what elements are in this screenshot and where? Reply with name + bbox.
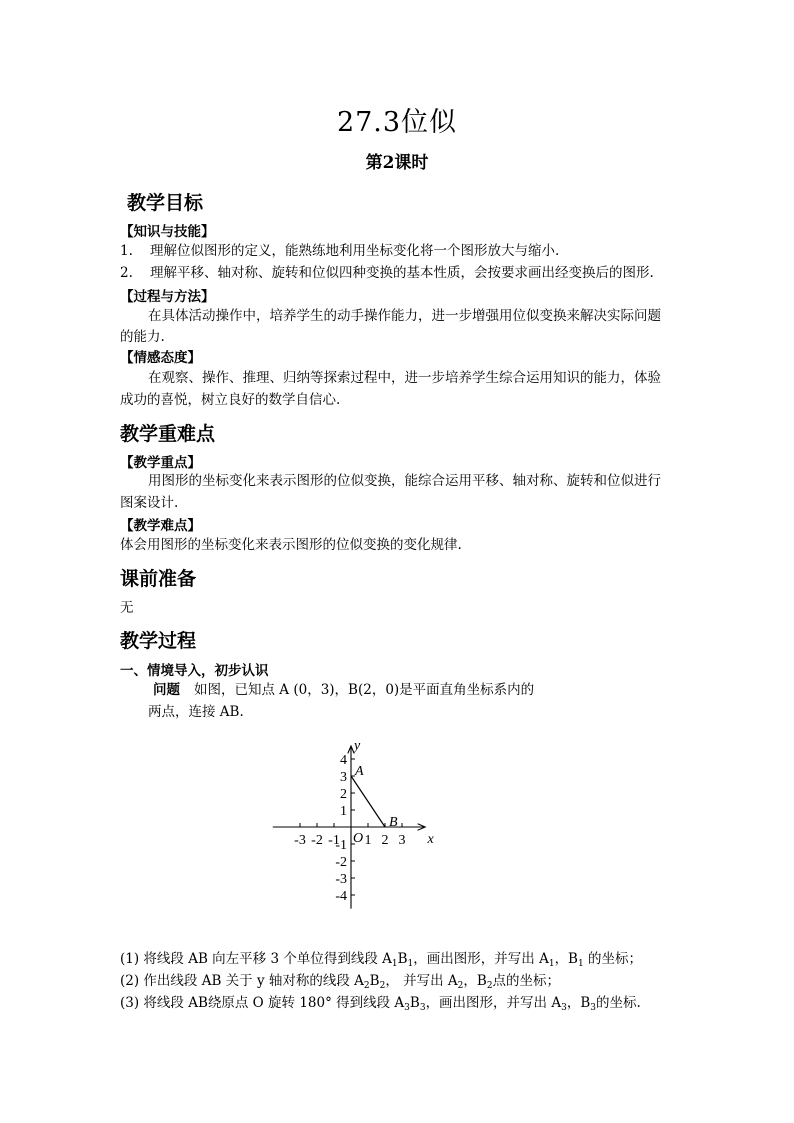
q2-sub-2: 2 xyxy=(379,981,386,991)
y-tick-label: -1 xyxy=(335,838,347,853)
y-tick-label: 1 xyxy=(340,804,347,819)
y-tick-label: -2 xyxy=(335,855,347,870)
q3-sub-1: 3 xyxy=(404,1003,410,1013)
objective-item-2-text: 理解平移、轴对称、旋转和位似四种变换的基本性质，会按要求画出经变换后的图形. xyxy=(150,265,654,281)
q1-part-c: ，画出图形，并写出 A xyxy=(413,951,549,967)
point-label-B: B xyxy=(389,815,398,830)
x-tick-label: 2 xyxy=(381,833,389,848)
objective-item-1-num: 1. xyxy=(120,243,133,259)
q3-part-a: (3) 将线段 AB绕原点 O 旋转 180° 得到线段 A xyxy=(120,995,405,1011)
point-label-A: A xyxy=(355,764,364,779)
emotion-line-1: 在观察、操作、推理、归纳等探索过程中，进一步培养学生综合运用知识的能力，体验 xyxy=(148,370,661,386)
x-tick-label: -1 xyxy=(328,833,340,848)
y-tick-label: 2 xyxy=(340,787,347,802)
subheading-process: 【过程与方法】 xyxy=(120,289,215,305)
process-line-2: 的能力. xyxy=(120,329,165,345)
problem-line-2: 两点，连接 AB. xyxy=(148,704,244,720)
q3-sub-4: 3 xyxy=(590,1003,596,1013)
y-tick-label: -4 xyxy=(335,889,347,904)
subheading-knowledge: 【知识与技能】 xyxy=(120,224,215,240)
section-heading-keypoints: 教学重难点 xyxy=(120,423,216,445)
section-heading-process: 教学过程 xyxy=(120,630,197,652)
focus-line-2: 图案设计. xyxy=(120,495,179,511)
x-tick-label: 3 xyxy=(398,833,406,848)
difficulty-line-1: 体会用图形的坐标变化来表示图形的位似变换的变化规律. xyxy=(120,537,462,553)
x-tick-label: -3 xyxy=(294,833,306,848)
coordinate-plane-chart xyxy=(265,735,440,915)
section-heading-objectives: 教学目标 xyxy=(127,192,204,214)
q3-part-c: ，画出图形，并写出 A xyxy=(425,995,562,1011)
process-line-1: 在具体活动操作中，培养学生的动手操作能力，进一步增强用位似变换来解决实际问题 xyxy=(148,308,661,324)
origin-label: O xyxy=(353,831,364,846)
subheading-difficulty: 【教学难点】 xyxy=(120,518,201,534)
q1-sub-2: 1 xyxy=(407,959,414,969)
q2-part-e: 点的坐标； xyxy=(492,973,561,989)
q3-part-e: 的坐标. xyxy=(596,995,641,1011)
prep-text: 无 xyxy=(120,600,134,616)
x-axis-label: x xyxy=(427,832,434,847)
q2-part-c: ， 并写出 A xyxy=(385,973,458,989)
q2-sub-1: 2 xyxy=(363,981,370,991)
y-tick-label: 3 xyxy=(340,770,347,785)
q1-part-b: B xyxy=(397,951,408,967)
segment-AB xyxy=(351,776,385,827)
objective-item-1-text: 理解位似图形的定义，能熟练地利用坐标变化将一个图形放大与缩小. xyxy=(150,243,560,259)
q1-part-d: ，B xyxy=(554,951,578,967)
problem-label: 问题 xyxy=(153,682,180,698)
page-title: 27.3位似 xyxy=(336,107,458,138)
q2-sub-3: 2 xyxy=(457,981,464,991)
y-tick-label: 4 xyxy=(340,753,347,768)
emotion-line-2: 成功的喜悦，树立良好的数学自信心. xyxy=(120,392,341,408)
part1-heading: 一、情境导入，初步认识 xyxy=(120,663,269,679)
q3-part-d: ，B xyxy=(566,995,591,1011)
q1-sub-1: 1 xyxy=(391,959,398,969)
y-axis-label: y xyxy=(354,738,361,754)
objective-item-2 xyxy=(120,262,654,284)
q2-part-b: B xyxy=(369,973,380,989)
subheading-emotion: 【情感态度】 xyxy=(120,350,201,366)
problem-text-1: 如图，已知点 A (0，3)，B(2，0)是平面直角坐标系内的 xyxy=(194,682,535,698)
focus-line-1: 用图形的坐标变化来表示图形的位似变换，能综合运用平移、轴对称、旋转和位似进行 xyxy=(148,473,661,489)
section-heading-prep: 课前准备 xyxy=(120,568,197,590)
q1-part-a: (1) 将线段 AB 向左平移 3 个单位得到线段 A xyxy=(120,951,392,967)
x-tick-label: -2 xyxy=(311,833,323,848)
y-tick-label: -3 xyxy=(335,872,347,887)
q2-part-a: (2) 作出线段 AB 关于 y 轴对称的线段 A xyxy=(120,973,364,989)
q2-sub-4: 2 xyxy=(486,981,493,991)
q1-part-e: 的坐标； xyxy=(583,951,643,967)
problem-line-1 xyxy=(153,679,534,701)
q1-sub-3: 1 xyxy=(548,959,555,969)
question-3 xyxy=(120,992,641,1019)
page-subtitle: 第2课时 xyxy=(365,153,429,173)
q1-sub-4: 1 xyxy=(577,959,584,969)
q3-part-b: B xyxy=(409,995,420,1011)
objective-item-2-num: 2. xyxy=(120,265,133,281)
q2-part-d: ，B xyxy=(463,973,487,989)
subheading-focus: 【教学重点】 xyxy=(120,455,201,471)
q3-sub-3: 3 xyxy=(561,1003,567,1013)
q3-sub-2: 3 xyxy=(419,1003,426,1013)
x-tick-label: 1 xyxy=(364,833,372,848)
objective-item-1 xyxy=(120,240,559,262)
